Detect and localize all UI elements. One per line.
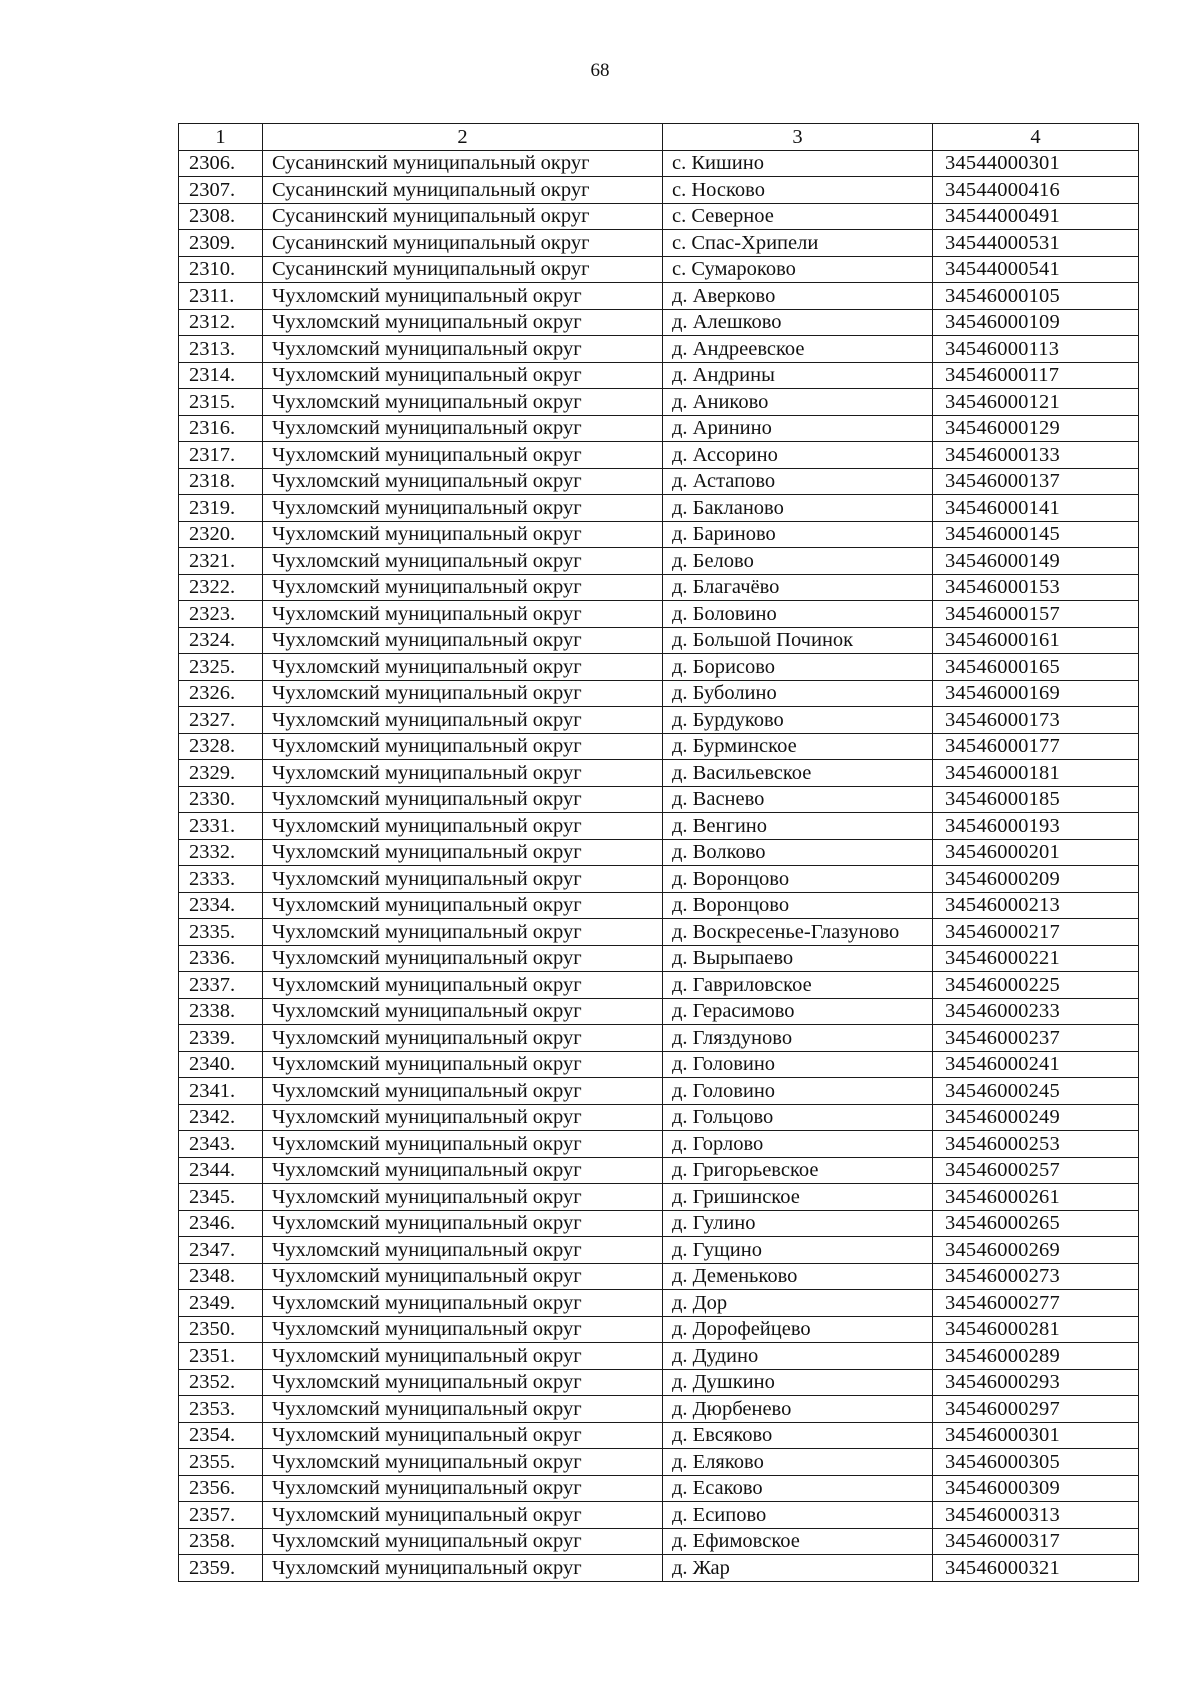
table-row [179,283,1139,310]
district-name-cell: Чухломский муниципальный округ [263,362,663,389]
table-row [179,150,1139,177]
district-name-cell: Чухломский муниципальный округ [263,972,663,999]
table-row [179,442,1139,469]
page-number: 68 [590,60,610,81]
district-name-cell: Сусанинский муниципальный округ [263,230,663,257]
row-number-cell: 2327. [179,707,263,734]
table-row [179,309,1139,336]
district-name-cell: Чухломский муниципальный округ [263,839,663,866]
row-number-cell: 2357. [179,1502,263,1529]
district-name-cell: Чухломский муниципальный округ [263,389,663,416]
settlements-table [178,123,1139,1582]
oktmo-code-cell: 34546000201 [933,839,1139,866]
row-number-cell: 2324. [179,627,263,654]
settlement-name-cell: д. Горлово [663,1131,933,1158]
settlement-name-cell: с. Носково [663,177,933,204]
oktmo-code-cell: 34546000273 [933,1263,1139,1290]
settlement-name-cell: д. Бакланово [663,495,933,522]
table-row [179,1290,1139,1317]
table-row [179,760,1139,787]
table-row [179,839,1139,866]
header-row [179,124,1139,151]
row-number-cell: 2353. [179,1396,263,1423]
table-row [179,1343,1139,1370]
row-number-cell: 2348. [179,1263,263,1290]
district-name-cell: Чухломский муниципальный округ [263,1025,663,1052]
district-name-cell: Сусанинский муниципальный округ [263,203,663,230]
row-number-cell: 2347. [179,1237,263,1264]
district-name-cell: Чухломский муниципальный округ [263,627,663,654]
settlement-name-cell: д. Боловино [663,601,933,628]
row-number-cell: 2356. [179,1475,263,1502]
oktmo-code-cell: 34546000245 [933,1078,1139,1105]
district-name-cell: Чухломский муниципальный округ [263,1131,663,1158]
district-name-cell: Чухломский муниципальный округ [263,1502,663,1529]
row-number-cell: 2342. [179,1104,263,1131]
settlement-name-cell: д. Благачёво [663,574,933,601]
oktmo-code-cell: 34546000317 [933,1528,1139,1555]
district-name-cell: Чухломский муниципальный округ [263,813,663,840]
oktmo-code-cell: 34546000257 [933,1157,1139,1184]
settlement-name-cell: д. Аниково [663,389,933,416]
table-row [179,919,1139,946]
settlement-name-cell: д. Белово [663,548,933,575]
row-number-cell: 2351. [179,1343,263,1370]
row-number-cell: 2358. [179,1528,263,1555]
district-name-cell: Чухломский муниципальный округ [263,707,663,734]
row-number-cell: 2314. [179,362,263,389]
settlement-name-cell: д. Васильевское [663,760,933,787]
district-name-cell: Чухломский муниципальный округ [263,919,663,946]
table-row [179,389,1139,416]
oktmo-code-cell: 34546000209 [933,866,1139,893]
table-row [179,1025,1139,1052]
oktmo-code-cell: 34546000153 [933,574,1139,601]
row-number-cell: 2350. [179,1316,263,1343]
oktmo-code-cell: 34546000265 [933,1210,1139,1237]
district-name-cell: Чухломский муниципальный округ [263,733,663,760]
row-number-cell: 2316. [179,415,263,442]
oktmo-code-cell: 34546000217 [933,919,1139,946]
row-number-cell: 2330. [179,786,263,813]
table-row [179,866,1139,893]
row-number-cell: 2321. [179,548,263,575]
oktmo-code-cell: 34546000297 [933,1396,1139,1423]
settlement-name-cell: д. Гляздуново [663,1025,933,1052]
district-name-cell: Чухломский муниципальный округ [263,548,663,575]
row-number-cell: 2349. [179,1290,263,1317]
settlement-name-cell: д. Андреевское [663,336,933,363]
district-name-cell: Чухломский муниципальный округ [263,1290,663,1317]
district-name-cell: Чухломский муниципальный округ [263,336,663,363]
table-row [179,945,1139,972]
row-number-cell: 2329. [179,760,263,787]
district-name-cell: Чухломский муниципальный округ [263,415,663,442]
table-row [179,707,1139,734]
table-row [179,733,1139,760]
oktmo-code-cell: 34546000137 [933,468,1139,495]
table-row [179,1369,1139,1396]
table-row [179,548,1139,575]
district-name-cell: Чухломский муниципальный округ [263,442,663,469]
settlement-name-cell: д. Аверково [663,283,933,310]
table-row [179,415,1139,442]
table-row [179,1157,1139,1184]
settlement-name-cell: д. Головино [663,1078,933,1105]
header-col-2: 2 [263,124,663,151]
settlement-name-cell: д. Еляково [663,1449,933,1476]
district-name-cell: Сусанинский муниципальный округ [263,256,663,283]
table-row [179,1316,1139,1343]
settlement-name-cell: д. Евсяково [663,1422,933,1449]
settlement-name-cell: д. Волково [663,839,933,866]
district-name-cell: Чухломский муниципальный округ [263,1343,663,1370]
row-number-cell: 2318. [179,468,263,495]
table-row [179,1422,1139,1449]
oktmo-code-cell: 34546000289 [933,1343,1139,1370]
oktmo-code-cell: 34546000157 [933,601,1139,628]
district-name-cell: Чухломский муниципальный округ [263,1078,663,1105]
table-row [179,1237,1139,1264]
row-number-cell: 2317. [179,442,263,469]
row-number-cell: 2345. [179,1184,263,1211]
oktmo-code-cell: 34546000145 [933,521,1139,548]
oktmo-code-cell: 34544000416 [933,177,1139,204]
settlement-name-cell: с. Северное [663,203,933,230]
district-name-cell: Чухломский муниципальный округ [263,309,663,336]
settlement-name-cell: д. Алешково [663,309,933,336]
oktmo-code-cell: 34546000309 [933,1475,1139,1502]
settlement-name-cell: д. Венгино [663,813,933,840]
table-body [179,150,1139,1581]
row-number-cell: 2328. [179,733,263,760]
oktmo-code-cell: 34546000305 [933,1449,1139,1476]
table-row [179,601,1139,628]
district-name-cell: Чухломский муниципальный округ [263,574,663,601]
oktmo-code-cell: 34546000241 [933,1051,1139,1078]
row-number-cell: 2333. [179,866,263,893]
oktmo-code-cell: 34546000313 [933,1502,1139,1529]
oktmo-code-cell: 34546000133 [933,442,1139,469]
row-number-cell: 2308. [179,203,263,230]
row-number-cell: 2338. [179,998,263,1025]
row-number-cell: 2315. [179,389,263,416]
oktmo-code-cell: 34546000237 [933,1025,1139,1052]
district-name-cell: Чухломский муниципальный округ [263,998,663,1025]
settlement-name-cell: д. Дорофейцево [663,1316,933,1343]
oktmo-code-cell: 34546000141 [933,495,1139,522]
oktmo-code-cell: 34544000541 [933,256,1139,283]
table-row [179,786,1139,813]
district-name-cell: Чухломский муниципальный округ [263,1528,663,1555]
table-row [179,998,1139,1025]
row-number-cell: 2344. [179,1157,263,1184]
settlement-name-cell: д. Головино [663,1051,933,1078]
table-row [179,495,1139,522]
district-name-cell: Чухломский муниципальный округ [263,1449,663,1476]
row-number-cell: 2311. [179,283,263,310]
district-name-cell: Чухломский муниципальный округ [263,1555,663,1582]
district-name-cell: Чухломский муниципальный округ [263,1263,663,1290]
district-name-cell: Чухломский муниципальный округ [263,786,663,813]
row-number-cell: 2306. [179,150,263,177]
oktmo-code-cell: 34546000233 [933,998,1139,1025]
oktmo-code-cell: 34544000531 [933,230,1139,257]
district-name-cell: Чухломский муниципальный округ [263,760,663,787]
district-name-cell: Чухломский муниципальный округ [263,1237,663,1264]
row-number-cell: 2340. [179,1051,263,1078]
district-name-cell: Чухломский муниципальный округ [263,521,663,548]
row-number-cell: 2331. [179,813,263,840]
table-row [179,813,1139,840]
row-number-cell: 2336. [179,945,263,972]
settlement-name-cell: д. Деменьково [663,1263,933,1290]
settlement-name-cell: д. Воскресенье-Глазуново [663,919,933,946]
row-number-cell: 2339. [179,1025,263,1052]
settlement-name-cell: д. Бариново [663,521,933,548]
settlement-name-cell: д. Дор [663,1290,933,1317]
oktmo-code-cell: 34546000121 [933,389,1139,416]
settlement-name-cell: д. Андрины [663,362,933,389]
oktmo-code-cell: 34546000321 [933,1555,1139,1582]
header-col-3: 3 [663,124,933,151]
oktmo-code-cell: 34546000113 [933,336,1139,363]
district-name-cell: Сусанинский муниципальный округ [263,177,663,204]
row-number-cell: 2354. [179,1422,263,1449]
settlement-name-cell: д. Васнево [663,786,933,813]
table-header [179,124,1139,151]
settlement-name-cell: д. Гольцово [663,1104,933,1131]
district-name-cell: Чухломский муниципальный округ [263,680,663,707]
row-number-cell: 2322. [179,574,263,601]
table-row [179,177,1139,204]
table-row [179,468,1139,495]
table-row [179,1078,1139,1105]
settlement-name-cell: д. Бурдуково [663,707,933,734]
district-name-cell: Чухломский муниципальный округ [263,1157,663,1184]
row-number-cell: 2337. [179,972,263,999]
district-name-cell: Чухломский муниципальный округ [263,654,663,681]
row-number-cell: 2309. [179,230,263,257]
oktmo-code-cell: 34546000105 [933,283,1139,310]
table-row [179,1051,1139,1078]
row-number-cell: 2359. [179,1555,263,1582]
settlement-name-cell: д. Дюрбенево [663,1396,933,1423]
oktmo-code-cell: 34546000177 [933,733,1139,760]
oktmo-code-cell: 34546000261 [933,1184,1139,1211]
table-row [179,1263,1139,1290]
row-number-cell: 2313. [179,336,263,363]
oktmo-code-cell: 34546000117 [933,362,1139,389]
table-row [179,892,1139,919]
row-number-cell: 2352. [179,1369,263,1396]
row-number-cell: 2310. [179,256,263,283]
table-row [179,521,1139,548]
settlement-name-cell: д. Ефимовское [663,1528,933,1555]
settlement-name-cell: д. Гущино [663,1237,933,1264]
table-row [179,1555,1139,1582]
settlement-name-cell: д. Душкино [663,1369,933,1396]
row-number-cell: 2326. [179,680,263,707]
table-row [179,680,1139,707]
row-number-cell: 2355. [179,1449,263,1476]
table-row [179,1184,1139,1211]
settlement-name-cell: д. Есипово [663,1502,933,1529]
settlement-name-cell: д. Григорьевское [663,1157,933,1184]
district-name-cell: Чухломский муниципальный округ [263,892,663,919]
table-row [179,256,1139,283]
settlement-name-cell: д. Вырыпаево [663,945,933,972]
settlement-name-cell: с. Спас-Хрипели [663,230,933,257]
settlement-name-cell: д. Бурминское [663,733,933,760]
district-name-cell: Чухломский муниципальный округ [263,1104,663,1131]
oktmo-code-cell: 34546000161 [933,627,1139,654]
district-name-cell: Сусанинский муниципальный округ [263,150,663,177]
settlement-name-cell: с. Кишино [663,150,933,177]
district-name-cell: Чухломский муниципальный округ [263,495,663,522]
row-number-cell: 2323. [179,601,263,628]
oktmo-code-cell: 34546000185 [933,786,1139,813]
row-number-cell: 2335. [179,919,263,946]
oktmo-code-cell: 34544000491 [933,203,1139,230]
district-name-cell: Чухломский муниципальный округ [263,1475,663,1502]
oktmo-code-cell: 34546000169 [933,680,1139,707]
row-number-cell: 2307. [179,177,263,204]
settlement-name-cell: д. Ассорино [663,442,933,469]
row-number-cell: 2341. [179,1078,263,1105]
header-col-1: 1 [179,124,263,151]
table-row [179,1528,1139,1555]
oktmo-code-cell: 34546000269 [933,1237,1139,1264]
district-name-cell: Чухломский муниципальный округ [263,1051,663,1078]
oktmo-code-cell: 34546000181 [933,760,1139,787]
oktmo-code-cell: 34546000149 [933,548,1139,575]
table-row [179,1104,1139,1131]
table-row [179,203,1139,230]
settlement-name-cell: д. Аринино [663,415,933,442]
settlement-name-cell: д. Гришинское [663,1184,933,1211]
table-row [179,1502,1139,1529]
district-name-cell: Чухломский муниципальный округ [263,1184,663,1211]
table-row [179,362,1139,389]
district-name-cell: Чухломский муниципальный округ [263,945,663,972]
table-row [179,654,1139,681]
oktmo-code-cell: 34546000301 [933,1422,1139,1449]
oktmo-code-cell: 34546000293 [933,1369,1139,1396]
table-row [179,336,1139,363]
oktmo-code-cell: 34546000129 [933,415,1139,442]
oktmo-code-cell: 34546000277 [933,1290,1139,1317]
settlement-name-cell: д. Гавриловское [663,972,933,999]
table-row [179,230,1139,257]
settlement-name-cell: д. Астапово [663,468,933,495]
district-name-cell: Чухломский муниципальный округ [263,1210,663,1237]
oktmo-code-cell: 34546000165 [933,654,1139,681]
row-number-cell: 2332. [179,839,263,866]
oktmo-code-cell: 34546000249 [933,1104,1139,1131]
district-name-cell: Чухломский муниципальный округ [263,866,663,893]
row-number-cell: 2334. [179,892,263,919]
table-row [179,1396,1139,1423]
settlement-name-cell: д. Большой Починок [663,627,933,654]
district-name-cell: Чухломский муниципальный округ [263,468,663,495]
oktmo-code-cell: 34546000193 [933,813,1139,840]
oktmo-code-cell: 34546000213 [933,892,1139,919]
settlement-name-cell: д. Жар [663,1555,933,1582]
oktmo-code-cell: 34546000173 [933,707,1139,734]
settlement-name-cell: д. Гулино [663,1210,933,1237]
table-row [179,574,1139,601]
settlement-name-cell: д. Есаково [663,1475,933,1502]
oktmo-code-cell: 34546000281 [933,1316,1139,1343]
district-name-cell: Чухломский муниципальный округ [263,283,663,310]
settlement-name-cell: д. Буболино [663,680,933,707]
oktmo-code-cell: 34546000225 [933,972,1139,999]
district-name-cell: Чухломский муниципальный округ [263,1316,663,1343]
table-row [179,1131,1139,1158]
settlement-name-cell: д. Воронцово [663,892,933,919]
table-row [179,1210,1139,1237]
table-row [179,627,1139,654]
row-number-cell: 2325. [179,654,263,681]
row-number-cell: 2320. [179,521,263,548]
row-number-cell: 2346. [179,1210,263,1237]
table-row [179,972,1139,999]
settlement-name-cell: д. Воронцово [663,866,933,893]
district-name-cell: Чухломский муниципальный округ [263,1396,663,1423]
table-row [179,1449,1139,1476]
oktmo-code-cell: 34546000109 [933,309,1139,336]
row-number-cell: 2343. [179,1131,263,1158]
oktmo-code-cell: 34544000301 [933,150,1139,177]
oktmo-code-cell: 34546000253 [933,1131,1139,1158]
district-name-cell: Чухломский муниципальный округ [263,1422,663,1449]
settlement-name-cell: с. Сумароково [663,256,933,283]
settlement-name-cell: д. Дудино [663,1343,933,1370]
oktmo-code-cell: 34546000221 [933,945,1139,972]
settlement-name-cell: д. Герасимово [663,998,933,1025]
table-row [179,1475,1139,1502]
row-number-cell: 2319. [179,495,263,522]
settlement-name-cell: д. Борисово [663,654,933,681]
district-name-cell: Чухломский муниципальный округ [263,601,663,628]
row-number-cell: 2312. [179,309,263,336]
district-name-cell: Чухломский муниципальный округ [263,1369,663,1396]
header-col-4: 4 [933,124,1139,151]
